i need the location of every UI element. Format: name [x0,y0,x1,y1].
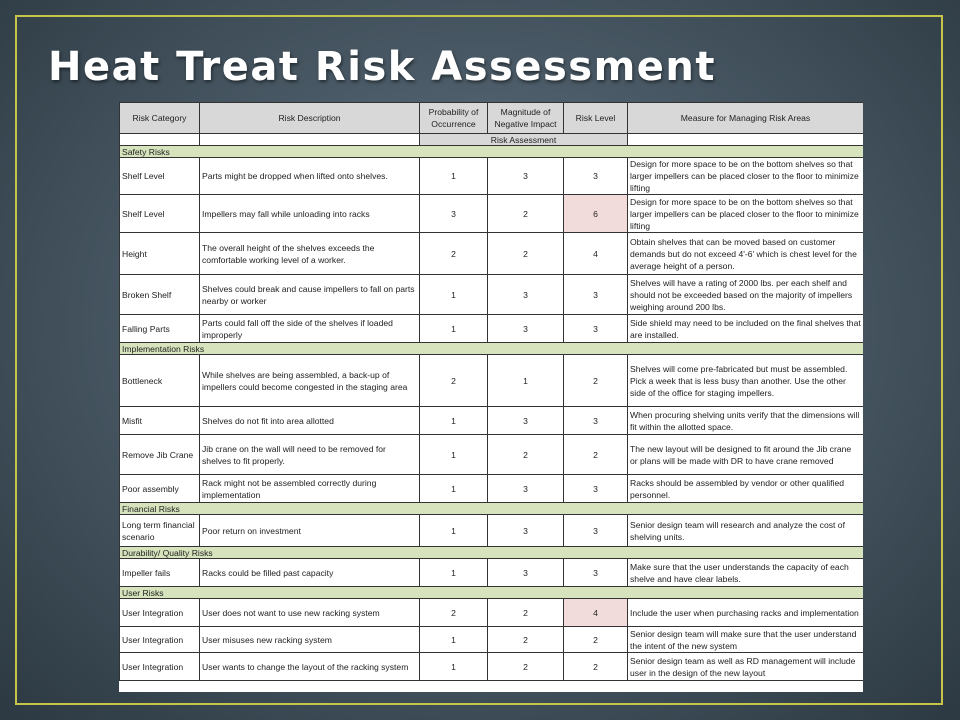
risk-table-body [120,146,864,681]
header-risk-category: Risk Category [120,103,200,134]
risk-table [119,102,863,681]
risk-description-cell: Jib crane on the wall will need to be removed for shelves to fit properly. [200,435,420,475]
measure-cell: Senior design team as well as RD management will include user in the design of the new layout [628,653,864,681]
magnitude-cell: 3 [488,275,564,315]
section-row [120,587,864,599]
section-title: Safety Risks [120,146,864,158]
risk-description-cell: While shelves are being assembled, a back-up of impellers could become congested in the staging area [200,355,420,407]
magnitude-cell: 3 [488,315,564,343]
measure-cell: Side shield may need to be included on the final shelves that are installed. [628,315,864,343]
magnitude-cell: 2 [488,233,564,275]
magnitude-cell: 2 [488,627,564,653]
table-row [120,275,864,315]
section-row [120,146,864,158]
header-risk-level: Risk Level [564,103,628,134]
probability-cell: 1 [420,315,488,343]
probability-cell: 1 [420,559,488,587]
magnitude-cell: 2 [488,195,564,233]
section-title: Financial Risks [120,503,864,515]
risk-description-cell: Racks could be filled past capacity [200,559,420,587]
measure-cell: Include the user when purchasing racks and implementation [628,599,864,627]
risk-level-cell: 2 [564,653,628,681]
section-row [120,343,864,355]
probability-cell: 2 [420,599,488,627]
probability-cell: 3 [420,195,488,233]
risk-category-cell: User Integration [120,653,200,681]
risk-category-cell: User Integration [120,599,200,627]
table-row [120,195,864,233]
magnitude-cell: 3 [488,475,564,503]
risk-category-cell: Long term financial scenario [120,515,200,547]
risk-level-cell: 4 [564,599,628,627]
measure-cell: Shelves will have a rating of 2000 lbs. per each shelf and should not be exceeded based on the majority of impellers weighing around 200 lbs. [628,275,864,315]
subheader-row [120,134,864,146]
probability-cell: 1 [420,475,488,503]
measure-cell: Racks should be assembled by vendor or other qualified personnel. [628,475,864,503]
risk-level-cell: 2 [564,627,628,653]
header-row [120,103,864,134]
probability-cell: 1 [420,435,488,475]
table-row [120,233,864,275]
risk-level-cell: 2 [564,435,628,475]
probability-cell: 1 [420,407,488,435]
measure-cell: Obtain shelves that can be moved based on customer demands but do not exceed 4'-6' which is chest level for the average height of a person. [628,233,864,275]
risk-category-cell: Remove Jib Crane [120,435,200,475]
risk-category-cell: Height [120,233,200,275]
probability-cell: 1 [420,275,488,315]
probability-cell: 1 [420,627,488,653]
section-title: User Risks [120,587,864,599]
risk-description-cell: Rack might not be assembled correctly during implementation [200,475,420,503]
risk-level-cell: 3 [564,407,628,435]
risk-assessment-subheader: Risk Assessment [420,134,628,146]
risk-description-cell: User wants to change the layout of the racking system [200,653,420,681]
risk-category-cell: Impeller fails [120,559,200,587]
risk-description-cell: User misuses new racking system [200,627,420,653]
measure-cell: Design for more space to be on the bottom shelves so that larger impellers can be placed closer to the floor to minimize lifting [628,158,864,195]
risk-level-cell: 3 [564,559,628,587]
table-row [120,653,864,681]
subheader-blank-cell [200,134,420,146]
header-risk-description: Risk Description [200,103,420,134]
risk-category-cell: Poor assembly [120,475,200,503]
section-title: Durability/ Quality Risks [120,547,864,559]
risk-description-cell: Parts could fall off the side of the shelves if loaded improperly [200,315,420,343]
risk-category-cell: User Integration [120,627,200,653]
magnitude-cell: 3 [488,158,564,195]
measure-cell: Senior design team will make sure that the user understand the intent of the new system [628,627,864,653]
section-row [120,547,864,559]
magnitude-cell: 2 [488,653,564,681]
measure-cell: Senior design team will research and analyze the cost of shelving units. [628,515,864,547]
risk-category-cell: Broken Shelf [120,275,200,315]
measure-cell: The new layout will be designed to fit around the Jib crane or plans will be made with DR to have crane removed [628,435,864,475]
risk-level-cell: 3 [564,315,628,343]
probability-cell: 1 [420,515,488,547]
risk-level-cell: 6 [564,195,628,233]
risk-level-cell: 3 [564,475,628,503]
table-row [120,355,864,407]
risk-level-cell: 3 [564,158,628,195]
section-row [120,503,864,515]
risk-category-cell: Bottleneck [120,355,200,407]
risk-category-cell: Falling Parts [120,315,200,343]
risk-description-cell: Impellers may fall while unloading into racks [200,195,420,233]
header-measure: Measure for Managing Risk Areas [628,103,864,134]
risk-level-cell: 2 [564,355,628,407]
table-row [120,315,864,343]
magnitude-cell: 2 [488,599,564,627]
table-row [120,599,864,627]
risk-category-cell: Shelf Level [120,158,200,195]
header-probability: Probability of Occurrence [420,103,488,134]
magnitude-cell: 3 [488,559,564,587]
measure-cell: Design for more space to be on the bottom shelves so that larger impellers can be placed closer to the floor to minimize lifting [628,195,864,233]
risk-level-cell: 3 [564,515,628,547]
probability-cell: 2 [420,233,488,275]
risk-level-cell: 3 [564,275,628,315]
magnitude-cell: 3 [488,407,564,435]
subheader-blank-cell [628,134,864,146]
magnitude-cell: 1 [488,355,564,407]
measure-cell: When procuring shelving units verify that the dimensions will fit within the allotted space. [628,407,864,435]
measure-cell: Make sure that the user understands the capacity of each shelve and have clear labels. [628,559,864,587]
risk-description-cell: Shelves do not fit into area allotted [200,407,420,435]
magnitude-cell: 2 [488,435,564,475]
page-title: Heat Treat Risk Assessment [48,44,717,90]
risk-description-cell: User does not want to use new racking system [200,599,420,627]
probability-cell: 1 [420,158,488,195]
table-row [120,515,864,547]
risk-description-cell: The overall height of the shelves exceeds the comfortable working level of a worker. [200,233,420,275]
magnitude-cell: 3 [488,515,564,547]
risk-category-cell: Shelf Level [120,195,200,233]
probability-cell: 2 [420,355,488,407]
table-row [120,559,864,587]
table-row [120,407,864,435]
measure-cell: Shelves will come pre-fabricated but must be assembled. Pick a week that is less busy than another. Use the other side of the office for staging impellers. [628,355,864,407]
risk-level-cell: 4 [564,233,628,275]
risk-table-container [119,102,863,692]
table-row [120,435,864,475]
section-title: Implementation Risks [120,343,864,355]
table-row [120,627,864,653]
table-row [120,158,864,195]
risk-category-cell: Misfit [120,407,200,435]
risk-description-cell: Poor return on investment [200,515,420,547]
header-magnitude: Magnitude of Negative Impact [488,103,564,134]
table-row [120,475,864,503]
risk-description-cell: Parts might be dropped when lifted onto shelves. [200,158,420,195]
probability-cell: 1 [420,653,488,681]
risk-description-cell: Shelves could break and cause impellers to fall on parts nearby or worker [200,275,420,315]
subheader-blank-cell [120,134,200,146]
